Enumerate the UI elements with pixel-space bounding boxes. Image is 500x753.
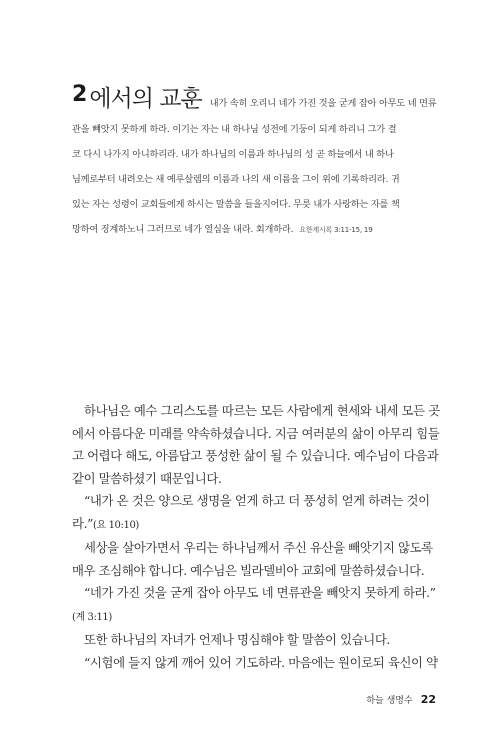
lesson-header xyxy=(72,82,442,243)
paragraph-text: “네가 가진 것을 굳게 잡아 아무도 네 면류관을 빼앗지 못하게 하라.” xyxy=(84,585,436,600)
paragraph-text: “시험에 들지 않게 깨어 있어 기도하라. 마음에는 원이로되 육신이 약 xyxy=(84,654,438,670)
body-text xyxy=(72,400,442,674)
paragraph-text: 하나님은 예수 그리스도를 따르는 모든 사람에게 현세와 내세 모든 곳에서 아름다운 미래를 약속하셨습니다. 지금 여러분의 삶이 아무리 힘들고 어렵다 해도, 아름답고 풍성한 삶이 될 수 있습니다. 예수님이 다음과 같이 말씀하셨기 때문입니다. xyxy=(72,403,440,486)
body-paragraph xyxy=(72,629,442,652)
body-paragraph xyxy=(72,537,442,582)
verse-reference: (요 10:10) xyxy=(93,519,139,531)
verse-reference: (계 3:11) xyxy=(72,611,112,623)
book-title: 하늘 생명수 xyxy=(366,696,413,706)
paragraph-text: “내가 온 것은 양으로 생명을 얻게 하고 더 풍성히 얻게 하려는 것이라.” xyxy=(72,493,430,531)
body-paragraph xyxy=(72,490,442,537)
scripture-line: 내가 속히 오리니 네가 가진 것을 굳게 잡아 아무도 네 면류 xyxy=(209,98,437,109)
scripture-line: 있는 자는 성령이 교회들에게 하시는 말씀을 들을지어다. 무릇 내가 사랑하는 자를 책 xyxy=(72,199,400,210)
scripture-line: 망하여 징계하노니 그러므로 네가 열심을 내라. 회개하라. xyxy=(72,224,294,235)
scripture-line: 님께로부터 내려오는 새 예루살렘의 이름과 나의 새 이름을 그이 위에 기록하리라. 귀 xyxy=(72,174,400,185)
paragraph-text: 또한 하나님의 자녀가 언제나 명심해야 할 말씀이 있습니다. xyxy=(84,632,390,647)
page-number: 22 xyxy=(420,693,436,706)
body-paragraph xyxy=(72,582,442,605)
page-footer xyxy=(366,693,436,706)
scripture-last-line xyxy=(72,217,442,243)
paragraph-text: 세상을 살아가면서 우리는 하나님께서 주신 유산을 빼앗기지 않도록 매우 조심해야 합니다. 예수님은 빌라델비아 교회에 말씀하셨습니다. xyxy=(72,540,433,578)
lesson-number: 2 xyxy=(72,82,88,107)
scripture-reference: 요한계시록 3:11-15, 19 xyxy=(299,226,373,234)
scripture-line: 코 다시 나가지 아니하리라. 내가 하나님의 이름과 하나님의 성 곧 하늘에서 내 하나 xyxy=(72,149,394,160)
lesson-title: 에서의 교훈 xyxy=(89,86,202,112)
body-paragraph xyxy=(72,652,442,675)
scripture-passage xyxy=(72,117,442,243)
body-paragraph xyxy=(72,605,442,630)
scripture-line: 관을 빼앗지 못하게 하라. 이기는 자는 내 하나님 성전에 기둥이 되게 하리니 그가 결 xyxy=(72,124,397,135)
body-paragraph xyxy=(72,400,442,490)
lesson-heading-line xyxy=(72,82,442,117)
